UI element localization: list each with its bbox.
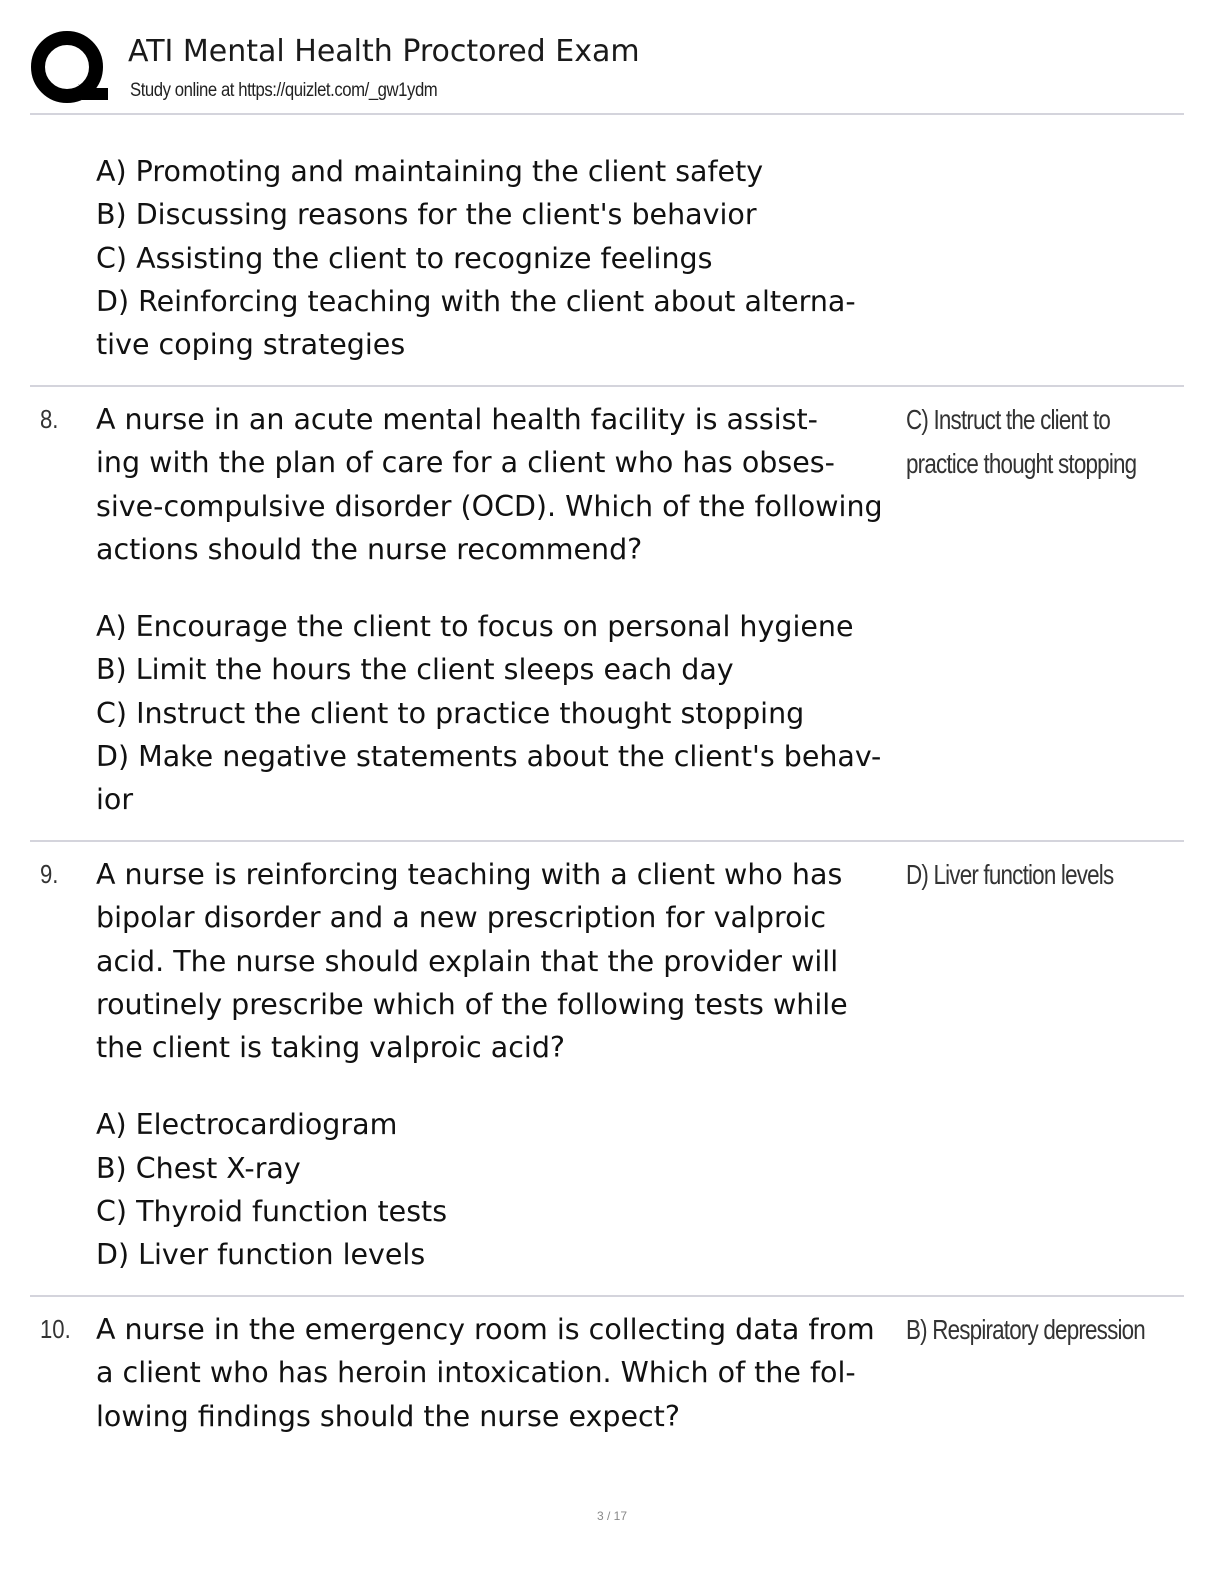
question-line: a client who has heroin intoxication. Which of the fol- <box>96 1356 856 1390</box>
document-title: ATI Mental Health Proctored Exam <box>128 34 640 69</box>
document-subtitle: Study online at https://quizlet.com/_gw1ydm <box>130 80 438 101</box>
option-line: A) Encourage the client to focus on personal hygiene <box>96 610 854 644</box>
question-line: the client is taking valproic acid? <box>96 1031 566 1065</box>
question-line: A nurse is reinforcing teaching with a client who has <box>96 858 843 891</box>
question-line: acid. The nurse should explain that the provider will <box>96 944 839 978</box>
question-9 <box>96 853 896 1277</box>
question-number: 10. <box>40 1314 71 1344</box>
option-line: C) Assisting the client to recognize feelings <box>96 241 713 275</box>
question-number: 9. <box>40 859 59 889</box>
question-line: A nurse in an acute mental health facility is assist- <box>96 403 818 436</box>
question-line: A nurse in the emergency room is collecting data from <box>96 1313 875 1346</box>
option-line: D) Make negative statements about the client's behav- <box>96 740 882 774</box>
answer-8 <box>906 398 1137 486</box>
option-line: D) Liver function levels <box>96 1238 426 1272</box>
option-line: ior <box>96 783 134 817</box>
question-line: lowing findings should the nurse expect? <box>96 1399 680 1433</box>
answer-9 <box>906 853 1122 897</box>
option-line: A) Promoting and maintaining the client safety <box>96 155 764 188</box>
answer-10 <box>906 1308 1145 1352</box>
carryover-options <box>96 150 896 366</box>
question-divider <box>30 1295 1184 1297</box>
option-line: D) Reinforcing teaching with the client about alterna- <box>96 284 856 318</box>
header-divider <box>30 113 1184 115</box>
quizlet-q-logo-icon <box>30 30 108 108</box>
option-line: A) Electrocardiogram <box>96 1108 398 1142</box>
question-8 <box>96 398 896 822</box>
option-line: C) Instruct the client to practice thought stopping <box>96 696 805 730</box>
question-divider <box>30 840 1184 842</box>
answer-line: D) Liver function levels <box>906 859 1114 890</box>
answer-line: C) Instruct the client to <box>906 404 1111 435</box>
option-line: tive coping strategies <box>96 328 406 362</box>
option-line: B) Discussing reasons for the client's behavior <box>96 198 757 232</box>
question-line: bipolar disorder and a new prescription for valproic <box>96 901 827 935</box>
page-number: 3 / 17 <box>596 1509 628 1523</box>
question-line: actions should the nurse recommend? <box>96 532 643 566</box>
question-divider <box>30 385 1184 387</box>
question-line: sive-compulsive disorder (OCD). Which of the following <box>96 489 883 523</box>
option-line: B) Limit the hours the client sleeps each day <box>96 653 734 687</box>
option-line: B) Chest X-ray <box>96 1151 301 1185</box>
question-line: routinely prescribe which of the following tests while <box>96 987 848 1021</box>
question-number: 8. <box>40 404 59 434</box>
question-10 <box>96 1308 896 1438</box>
answer-line: B) Respiratory depression <box>906 1314 1145 1345</box>
option-line: C) Thyroid function tests <box>96 1195 448 1229</box>
answer-line: practice thought stopping <box>906 448 1137 479</box>
question-line: ing with the plan of care for a client who has obses- <box>96 446 835 480</box>
